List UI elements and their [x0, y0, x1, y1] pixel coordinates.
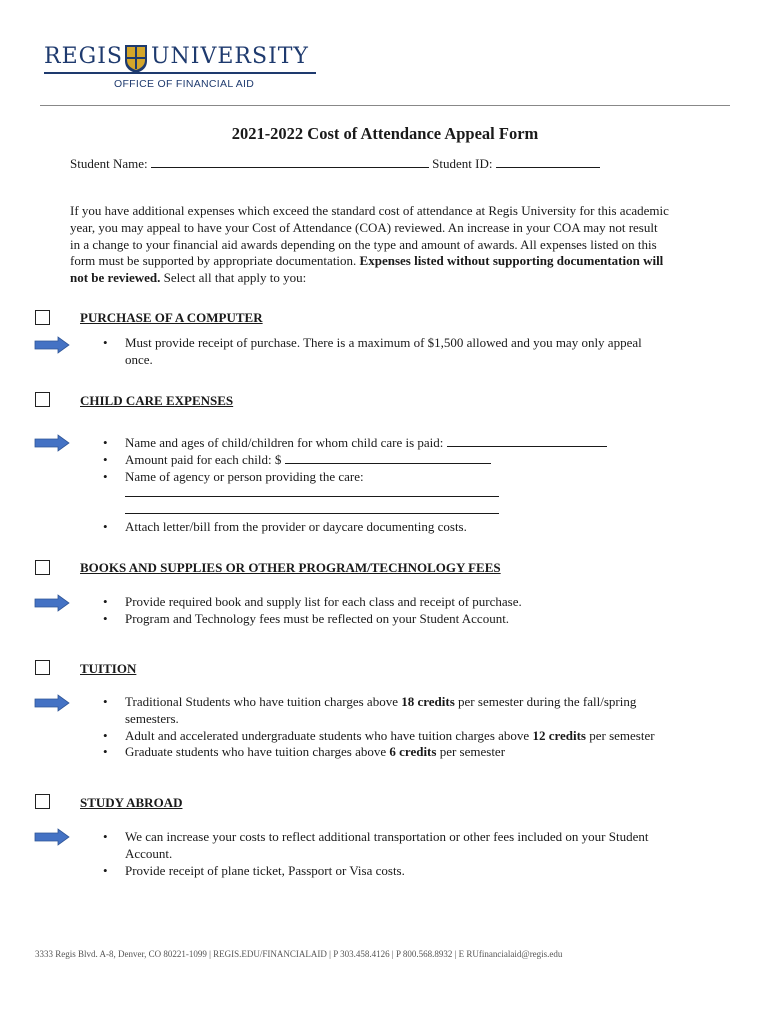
- list-computer: [100, 335, 660, 369]
- list-item: • Attach letter/bill from the provider or daycare documenting costs.: [100, 519, 660, 536]
- tuition-text: Adult and accelerated undergraduate students who have tuition charges above: [125, 727, 530, 743]
- arrow-right-icon: [34, 828, 70, 846]
- tuition-text: Graduate students who have tuition charges above: [125, 744, 387, 760]
- list-item: • Program and Technology fees must be reflected on your Student Account.: [100, 611, 660, 628]
- list-item: • Provide receipt of plane ticket, Passport or Visa costs.: [100, 863, 660, 880]
- checkbox-books[interactable]: [35, 560, 50, 575]
- credit-threshold: 6 credits: [389, 744, 437, 760]
- regis-logo: [44, 44, 319, 94]
- tuition-text: per semester during the fall/spring semesters.: [125, 694, 637, 726]
- form-title: 2021-2022 Cost of Attendance Appeal Form: [231, 124, 539, 143]
- list-item: [100, 469, 660, 486]
- logo-text-university: UNIVERSITY: [151, 44, 309, 69]
- student-id-field[interactable]: [496, 155, 600, 168]
- blank-line: [100, 502, 660, 519]
- intro-text: If you have additional expenses which exceed the standard cost of attendance at Regis University for this academic year, you may appeal to have your Cost of Attendance (COA) reviewed. An increase in your COA may not result in a change to your financial aid awards depending on the type and amount of awards. All expenses listed on this form must be supported by appropriate documentation.: [70, 203, 669, 269]
- arrow-right-icon: [34, 594, 70, 612]
- intro-warning: Expenses listed without supporting documentation will not be reviewed.: [70, 253, 664, 286]
- arrow-right-icon: [34, 336, 70, 354]
- childcare-agency-field-1[interactable]: [125, 485, 499, 497]
- list-item: [100, 728, 660, 745]
- list-item: • Provide required book and supply list for each class and receipt of purchase.: [100, 594, 660, 611]
- student-name-label: Student Name:: [70, 156, 148, 171]
- footer-contact: 3333 Regis Blvd. A-8, Denver, CO 80221-1099 | REGIS.EDU/FINANCIALAID | P 303.458.4126 | P 800.568.8932 | E RUfinancialaid@regis.edu: [35, 949, 563, 959]
- heading-tuition: TUITION: [80, 661, 137, 676]
- blank-line: [100, 485, 660, 502]
- logo-text-regis: REGIS: [44, 44, 123, 69]
- childcare-agency-field-2[interactable]: [125, 502, 499, 514]
- arrow-right-icon: [34, 694, 70, 712]
- office-name: OFFICE OF FINANCIAL AID: [114, 78, 255, 90]
- arrow-right-icon: [34, 434, 70, 452]
- childcare-names-label: Name and ages of child/children for whom child care is paid:: [125, 435, 444, 450]
- list-item: • We can increase your costs to reflect additional transportation or other fees included on your Student Account.: [100, 829, 660, 863]
- heading-books: BOOKS AND SUPPLIES OR OTHER PROGRAM/TECHNOLOGY FEES: [80, 560, 501, 575]
- student-info-line: [70, 155, 600, 172]
- shield-icon: [124, 44, 148, 74]
- list-tuition: [100, 694, 660, 761]
- childcare-amount-field[interactable]: [285, 452, 491, 464]
- checkbox-childcare[interactable]: [35, 392, 50, 407]
- tuition-text: per semester: [439, 744, 506, 760]
- list-item: [100, 744, 660, 761]
- list-item: • Must provide receipt of purchase. There is a maximum of $1,500 allowed and you may only appeal once.: [100, 335, 660, 369]
- logo-rule: [44, 72, 316, 74]
- checkbox-tuition[interactable]: [35, 660, 50, 675]
- list-books: [100, 594, 660, 628]
- credit-threshold: 18 credits: [401, 694, 455, 709]
- list-childcare: [100, 435, 660, 536]
- student-id-label: Student ID:: [432, 156, 493, 171]
- credit-threshold: 12 credits: [532, 727, 586, 743]
- heading-childcare: CHILD CARE EXPENSES: [80, 393, 234, 408]
- intro-tail: Select all that apply to you:: [163, 270, 307, 286]
- tuition-text: per semester: [589, 727, 655, 743]
- heading-study-abroad: STUDY ABROAD: [80, 795, 183, 810]
- list-item: [100, 452, 660, 469]
- header-divider: [40, 105, 730, 106]
- list-item: [100, 694, 660, 728]
- childcare-amount-label: Amount paid for each child: $: [125, 451, 282, 467]
- checkbox-computer[interactable]: [35, 310, 50, 325]
- list-item: [100, 435, 660, 452]
- heading-computer: PURCHASE OF A COMPUTER: [80, 310, 263, 325]
- checkbox-study-abroad[interactable]: [35, 794, 50, 809]
- childcare-agency-label: Name of agency or person providing the care:: [125, 468, 364, 484]
- student-name-field[interactable]: [151, 155, 429, 168]
- tuition-text: Traditional Students who have tuition charges above: [125, 694, 398, 709]
- childcare-names-field[interactable]: [447, 435, 607, 447]
- list-study-abroad: [100, 829, 660, 879]
- intro-paragraph: [70, 203, 670, 287]
